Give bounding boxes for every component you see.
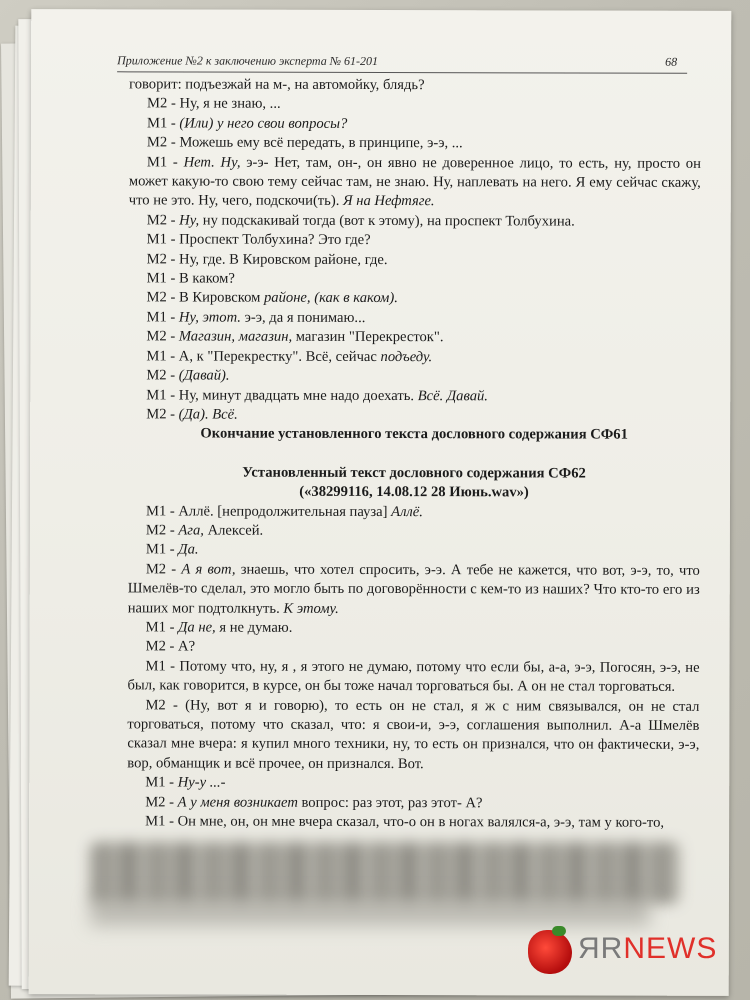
text-segment: э-э, да я понимаю... xyxy=(240,309,366,326)
text-segment: М1 - xyxy=(146,309,179,326)
text-segment: А я вот, xyxy=(181,561,236,578)
text-segment: Всё. Давай. xyxy=(417,387,488,404)
text-segment: Я на Нефтяге. xyxy=(342,193,435,210)
section-heading xyxy=(128,482,700,503)
text-segment: М2 - В Кировском xyxy=(146,289,265,307)
header-title: Приложение №2 к заключению эксперта № 61-201 xyxy=(117,53,379,68)
text-segment: М1 - А, к "Перекрестку". Всё, сейчас xyxy=(146,348,381,365)
text-segment: М2 - xyxy=(145,794,178,811)
text-segment: («38299116, 14.08.12 28 Июнь.wav») xyxy=(299,483,529,501)
text-segment: я не думаю. xyxy=(215,619,293,636)
text-segment: М1 - В каком? xyxy=(146,270,235,287)
transcript-line xyxy=(128,366,700,387)
text-segment: Окончание установленного текста дословного содержания СФ61 xyxy=(200,425,628,443)
text-segment: К этому. xyxy=(283,600,339,617)
transcript-line xyxy=(127,774,699,795)
redacted-blur xyxy=(90,842,680,904)
text-segment: М1 - xyxy=(145,619,179,636)
watermark-text: ЯRNEWS xyxy=(578,932,718,965)
transcript-line xyxy=(129,269,701,290)
text-segment: М2 - Ну, где. В Кировском районе, где. xyxy=(146,251,388,268)
transcript-line xyxy=(128,386,700,407)
transcript-line xyxy=(129,153,701,213)
transcript-line xyxy=(129,75,701,96)
page-header xyxy=(117,53,677,70)
page-number: 68 xyxy=(665,54,678,69)
transcript-body xyxy=(127,75,701,833)
text-segment: М1 - Аллё. [непродолжительная пауза] xyxy=(145,502,392,520)
transcript-line xyxy=(128,618,700,639)
text-segment: э-э- Нет, там, он-, он явно не доверенное лицо, то есть, ну, просто он может какую-то свою тему сейчас там, не знаю. Ну, наплевать на него. Я ему сейчас скажу, что не это. Ну, чего, подскочи(ть). xyxy=(128,154,701,210)
transcript-line xyxy=(129,231,701,252)
transcript-line xyxy=(129,95,701,116)
text-segment: А у меня возникает xyxy=(177,794,298,811)
text-segment: районе, (как в каком). xyxy=(263,290,398,307)
text-segment: Ну, этот. xyxy=(178,309,241,326)
text-segment: М2 - Ну, я не знаю, ... xyxy=(147,95,281,113)
transcript-line xyxy=(128,405,700,426)
text-segment: (Да). Всё. xyxy=(178,406,238,423)
text-segment: М1 - xyxy=(146,154,184,171)
transcript-line xyxy=(129,250,701,271)
section-gap xyxy=(128,444,700,464)
text-segment: Ну-у ...- xyxy=(177,774,226,791)
transcript-line xyxy=(129,211,701,232)
transcript-line xyxy=(127,812,699,833)
transcript-line xyxy=(128,541,700,562)
text-segment: говорит: подъезжай на м-, на автомойку, блядь? xyxy=(129,76,425,94)
watermark-logo xyxy=(522,926,732,978)
transcript-line xyxy=(127,657,699,697)
transcript-line xyxy=(128,521,700,542)
pepper-icon xyxy=(528,930,572,974)
text-segment: (Или) у него свои вопросы? xyxy=(179,115,348,132)
header-rule xyxy=(117,71,687,73)
section-heading xyxy=(128,463,700,484)
transcript-line xyxy=(128,638,700,659)
text-segment: подъеду. xyxy=(380,348,433,365)
text-segment: (Давай). xyxy=(178,367,230,384)
text-segment: М2 - xyxy=(146,406,179,423)
text-segment: Установленный текст дословного содержания СФ62 xyxy=(242,464,586,482)
text-segment: М2 - xyxy=(145,561,182,578)
transcript-line xyxy=(127,793,699,814)
transcript-line xyxy=(128,308,700,329)
transcript-line xyxy=(129,134,701,155)
text-segment: М1 - xyxy=(145,774,178,791)
text-segment: вопрос: раз этот, раз этот- А? xyxy=(297,794,483,811)
text-segment: Да. xyxy=(178,541,199,558)
redacted-blur xyxy=(90,896,650,926)
text-segment: Ну, xyxy=(179,212,200,229)
text-segment: М2 - xyxy=(146,367,179,384)
text-segment: М2 - (Ну, вот я и говорю), то есть он не стал, я ж с ним связывался, он не стал торговаться, потому что сказал, что: я свои-и, э-э, соглашения выполнил. А-а Шмелёв сказал мне вчера: я купил много техники, ну, то есть он признался, что он фактически, э-э, вор, обманщик и всё прочее, он признался. Вот. xyxy=(127,696,700,772)
text-segment: Да не, xyxy=(178,619,216,636)
transcript-line xyxy=(128,347,700,368)
text-segment: Аллё. xyxy=(391,503,423,520)
text-segment: М2 - xyxy=(146,212,180,229)
transcript-line xyxy=(128,502,700,523)
text-segment: М1 - xyxy=(146,115,180,132)
text-segment: М1 - Потому что, ну, я , я этого не думаю, потому что если бы, а-а, э-э, Погосян, э-э, не был, как говорится, в курсе, он бы тоже начал торговаться бы. А он не стал торговаться. xyxy=(127,658,700,695)
text-segment: Ага, xyxy=(178,522,204,539)
text-segment: Магазин, магазин, xyxy=(178,328,293,346)
section-heading xyxy=(128,425,700,446)
text-segment: М1 - Он мне, он, он мне вчера сказал, что-о он в ногах валялся-а, э-э, там у кого-то, xyxy=(145,813,665,831)
transcript-line xyxy=(128,328,700,349)
transcript-line xyxy=(129,289,701,310)
text-segment: Алексей. xyxy=(203,522,264,539)
text-segment: ну подскакивай тогда (вот к этому), на проспект Толбухина. xyxy=(199,212,575,230)
text-segment: М2 - А? xyxy=(145,638,196,655)
text-segment: М2 - xyxy=(145,522,179,539)
transcript-line xyxy=(129,114,701,135)
pepper-stem-icon xyxy=(552,926,566,936)
text-segment: М1 - Ну, минут двадцать мне надо доехать. xyxy=(146,386,418,404)
text-segment: М1 - xyxy=(145,541,179,558)
text-segment: магазин "Перекресток". xyxy=(292,329,444,346)
text-segment: М1 - Проспект Толбухина? Это где? xyxy=(146,231,371,249)
text-segment: знаешь, что хотел спросить, э-э. А тебе не кажется, что вот, э-э, то, что Шмелёв-то сделал, это могло быть по договорённости с кем-то из наших? Что кто-то его из наших мог подтолкнуть. xyxy=(127,561,700,617)
text-segment: М2 - Можешь ему всё передать, в принципе, э-э, ... xyxy=(146,134,463,152)
transcript-line xyxy=(127,696,699,775)
text-segment: Нет. Ну, xyxy=(183,154,241,171)
text-segment: М2 - xyxy=(146,328,179,345)
transcript-line xyxy=(128,560,700,620)
